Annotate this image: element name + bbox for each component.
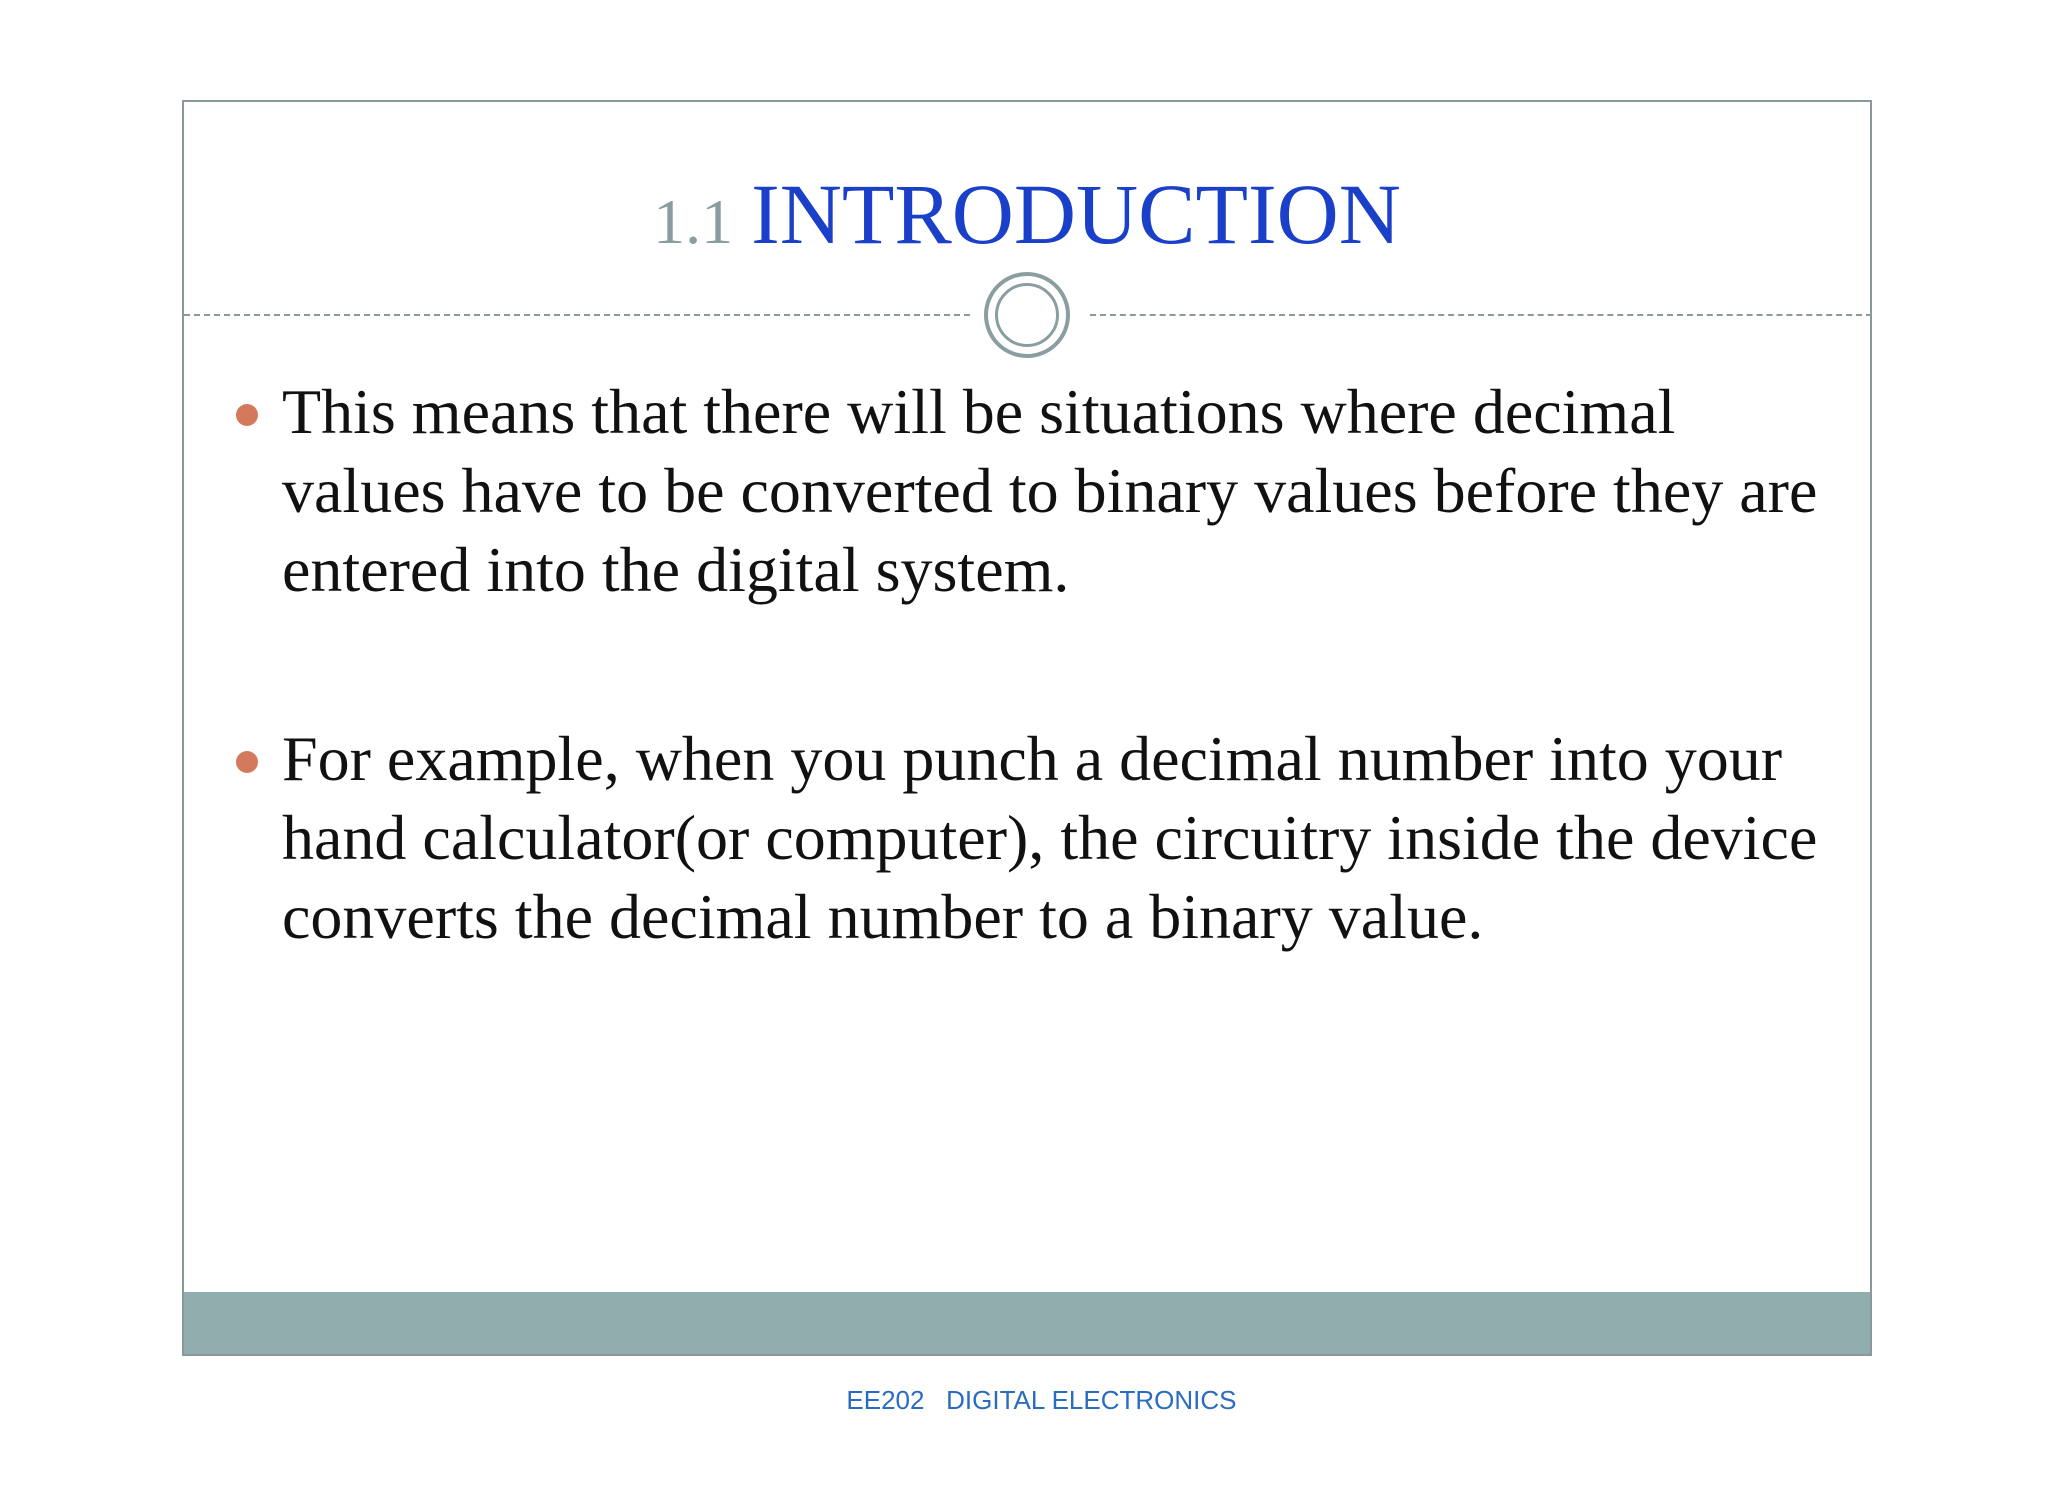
slide-title	[184, 164, 1870, 264]
bullet-item	[184, 719, 1874, 956]
slide	[182, 100, 1872, 1415]
bullet-item	[184, 372, 1874, 609]
bullet-dot-icon	[236, 751, 258, 773]
title-divider-left	[184, 314, 970, 316]
bullet-dot-icon	[236, 404, 258, 426]
footer-bar	[184, 1292, 1870, 1415]
bullet-text: For example, when you punch a decimal number into your hand calculator(or computer), the circuitry inside the device converts the decimal number to a binary value.	[282, 723, 1818, 952]
footer-text: EE202 DIGITAL ELECTRONICS	[846, 1385, 1237, 1415]
divider-ring-inner	[995, 283, 1059, 347]
title-section-number: 1.1	[653, 186, 734, 257]
title-text: INTRODUCTION	[751, 166, 1401, 262]
title-divider-right	[1090, 314, 1872, 316]
bullet-list	[184, 372, 1874, 956]
bullet-text: This means that there will be situations where decimal values have to be converted to binary values before they are entered into the digital system.	[282, 376, 1818, 605]
divider-ring-icon	[984, 272, 1070, 358]
